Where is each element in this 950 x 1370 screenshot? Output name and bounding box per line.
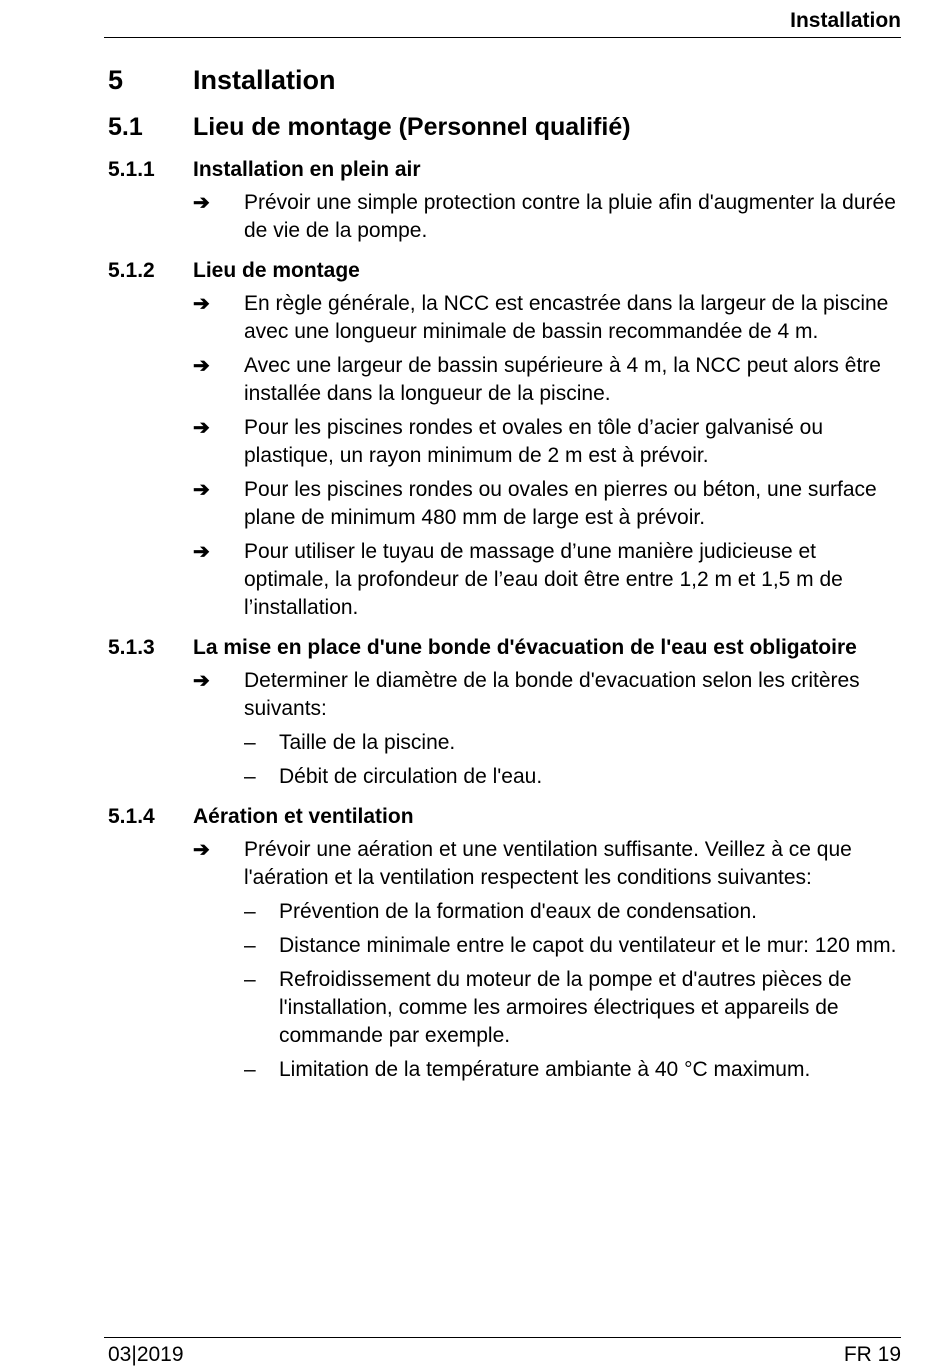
dash-item	[244, 966, 900, 1050]
arrow-right-icon: ➔	[193, 293, 210, 315]
dash-text: Limitation de la température ambiante à 40 °C maximum.	[279, 1058, 811, 1081]
arrow-right-icon: ➔	[193, 670, 210, 692]
dash-item	[244, 1056, 900, 1084]
bullet-text: Pour les piscines rondes ou ovales en pierres ou béton, une surface plane de minimum 480 mm de large est à prévoir.	[244, 478, 877, 529]
running-header: Installation	[790, 9, 901, 32]
subsection-title: Lieu de montage	[193, 259, 360, 282]
bullet-item	[193, 352, 900, 408]
bullet-text: Prévoir une aération et une ventilation suffisante. Veillez à ce que l'aération et la ventilation respectent les conditions suivantes:	[244, 838, 852, 889]
header-rule	[104, 37, 901, 38]
dash-marker: –	[244, 934, 256, 957]
arrow-right-icon: ➔	[193, 417, 210, 439]
subsection-title: Installation en plein air	[193, 158, 421, 181]
subsection-number: 5.1.2	[108, 259, 155, 282]
footer-rule	[104, 1337, 901, 1338]
bullet-item	[193, 538, 900, 622]
bullet-text: Pour utiliser le tuyau de massage d’une manière judicieuse et optimale, la profondeur de l’eau doit être entre 1,2 m et 1,5 m de l’installation.	[244, 540, 843, 619]
arrow-right-icon: ➔	[193, 839, 210, 861]
dash-marker: –	[244, 731, 256, 754]
section-number: 5.1	[108, 113, 143, 141]
subsection-drain	[108, 634, 900, 791]
bullet-text: En règle générale, la NCC est encastrée dans la largeur de la piscine avec une longueur minimale de bassin recommandée de 4 m.	[244, 292, 889, 343]
section-heading	[108, 110, 900, 144]
chapter-number: 5	[108, 65, 124, 95]
dash-marker: –	[244, 968, 256, 991]
arrow-right-icon: ➔	[193, 541, 210, 563]
subsection-title: Aération et ventilation	[193, 805, 414, 828]
dash-item	[244, 898, 900, 926]
bullet-item	[193, 476, 900, 532]
bullet-text: Avec une largeur de bassin supérieure à 4 m, la NCC peut alors être installée dans la longueur de la piscine.	[244, 354, 881, 405]
arrow-right-icon: ➔	[193, 192, 210, 214]
footer-date: 03|2019	[108, 1343, 184, 1366]
arrow-right-icon: ➔	[193, 479, 210, 501]
subsection-number: 5.1.3	[108, 636, 155, 659]
bullet-item	[193, 414, 900, 470]
subsection-heading	[108, 634, 900, 662]
subsection-ventilation	[108, 803, 900, 1084]
dash-marker: –	[244, 1058, 256, 1081]
bullet-item	[193, 836, 900, 892]
arrow-right-icon: ➔	[193, 355, 210, 377]
subsection-title: La mise en place d'une bonde d'évacuation de l'eau est obligatoire	[193, 636, 857, 659]
page-content	[108, 62, 900, 1096]
subsection-outdoor-installation	[108, 156, 900, 245]
subsection-heading	[108, 803, 900, 831]
chapter-title: Installation	[193, 65, 336, 95]
subsection-number: 5.1.4	[108, 805, 155, 828]
bullet-text: Prévoir une simple protection contre la pluie afin d'augmenter la durée de vie de la pompe.	[244, 191, 896, 242]
subsection-mounting-location	[108, 257, 900, 622]
dash-item	[244, 932, 900, 960]
dash-marker: –	[244, 765, 256, 788]
dash-text: Débit de circulation de l'eau.	[279, 765, 543, 788]
chapter-heading	[108, 62, 900, 98]
subsection-number: 5.1.1	[108, 158, 155, 181]
dash-text: Prévention de la formation d'eaux de condensation.	[279, 900, 757, 923]
bullet-item	[193, 290, 900, 346]
dash-marker: –	[244, 900, 256, 923]
dash-text: Taille de la piscine.	[279, 731, 456, 754]
bullet-text: Pour les piscines rondes et ovales en tôle d’acier galvanisé ou plastique, un rayon minimum de 2 m est à prévoir.	[244, 416, 824, 467]
dash-item	[244, 729, 900, 757]
bullet-text: Determiner le diamètre de la bonde d'evacuation selon les critères suivants:	[244, 669, 860, 720]
dash-text: Distance minimale entre le capot du ventilateur et le mur: 120 mm.	[279, 934, 897, 957]
subsection-heading	[108, 156, 900, 184]
bullet-item	[193, 667, 900, 723]
section-title: Lieu de montage (Personnel qualifié)	[193, 113, 631, 141]
bullet-item	[193, 189, 900, 245]
footer-page-number: FR 19	[843, 1343, 901, 1366]
dash-item	[244, 763, 900, 791]
subsection-heading	[108, 257, 900, 285]
dash-text: Refroidissement du moteur de la pompe et d'autres pièces de l'installation, comme les armoires électriques et appareils de commande par exemple.	[279, 968, 852, 1047]
